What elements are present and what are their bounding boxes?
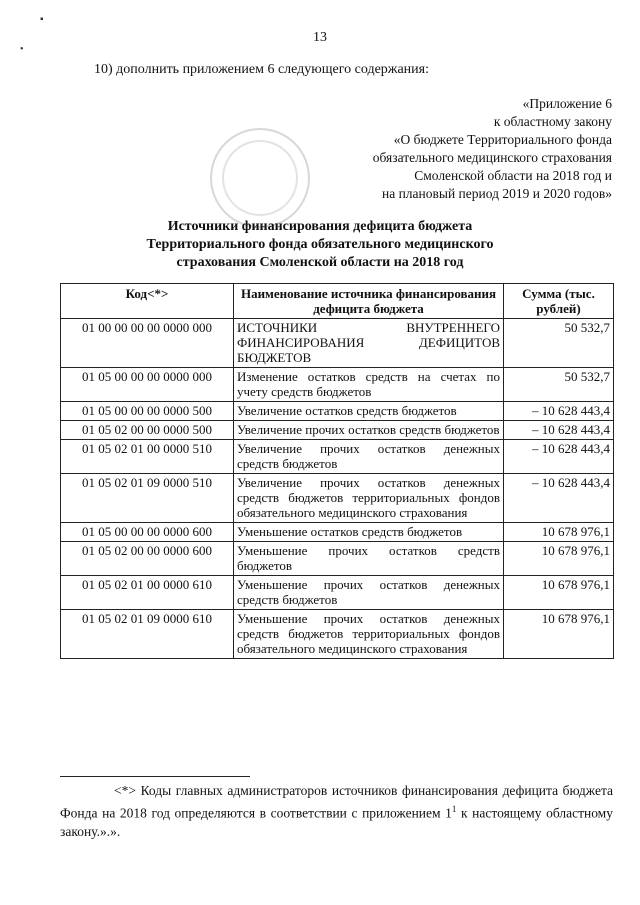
footnote-superscript: 1 <box>451 804 457 814</box>
title-line: Территориального фонда обязательного медицинского <box>146 237 494 252</box>
row-code: 01 05 02 00 00 0000 600 <box>61 542 234 576</box>
scan-mark: • <box>20 44 24 55</box>
row-sum: – 10 628 443,4 <box>504 402 614 421</box>
table-row <box>61 421 614 440</box>
row-code: 01 05 02 01 09 0000 510 <box>61 474 234 523</box>
footnote-text: <*> Коды главных администраторов источников финансирования дефицита бюджета Фонда на 2018 год определяются в соответствии с приложением 1 <box>60 783 613 821</box>
table-row <box>61 474 614 523</box>
appendix-line: «О бюджете Территориального фонда <box>393 132 612 147</box>
title-line: Источники финансирования дефицита бюджета <box>167 219 473 234</box>
row-name: ИСТОЧНИКИ ВНУТРЕННЕГО ФИНАНСИРОВАНИЯ ДЕФИЦИТОВ БЮДЖЕТОВ <box>234 319 504 368</box>
footnote-text-end: к настоящему областному закону.».». <box>60 805 613 839</box>
row-sum: 10 678 976,1 <box>504 576 614 610</box>
row-code: 01 05 02 01 00 0000 510 <box>61 440 234 474</box>
row-code: 01 05 00 00 00 0000 600 <box>61 523 234 542</box>
table-row <box>61 576 614 610</box>
table-row <box>61 319 614 368</box>
funding-sources-table <box>60 283 614 659</box>
row-sum: – 10 628 443,4 <box>504 421 614 440</box>
page-number: 13 <box>313 30 327 45</box>
row-sum: 50 532,7 <box>504 319 614 368</box>
document-title <box>80 218 560 272</box>
footnote-divider <box>60 776 250 777</box>
table-row <box>61 523 614 542</box>
appendix-line: «Приложение 6 <box>522 96 612 111</box>
title-line: страхования Смоленской области на 2018 год <box>176 255 464 270</box>
amendment-intro: 10) дополнить приложением 6 следующего содержания: <box>94 62 429 77</box>
row-sum: 10 678 976,1 <box>504 610 614 659</box>
row-sum: 10 678 976,1 <box>504 523 614 542</box>
row-code: 01 05 00 00 00 0000 000 <box>61 368 234 402</box>
appendix-line: обязательного медицинского страхования <box>372 150 612 165</box>
table-header-row <box>61 284 614 319</box>
row-name: Увеличение остатков средств бюджетов <box>234 402 504 421</box>
row-name: Увеличение прочих остатков денежных средств бюджетов <box>234 440 504 474</box>
table-row <box>61 542 614 576</box>
header-name: Наименование источника финансирования дефицита бюджета <box>234 284 504 319</box>
row-name: Уменьшение прочих остатков средств бюджетов <box>234 542 504 576</box>
row-sum: – 10 628 443,4 <box>504 440 614 474</box>
table-row <box>61 610 614 659</box>
row-code: 01 05 02 01 09 0000 610 <box>61 610 234 659</box>
appendix-header <box>282 95 612 203</box>
table-row <box>61 402 614 421</box>
row-sum: 50 532,7 <box>504 368 614 402</box>
row-sum: 10 678 976,1 <box>504 542 614 576</box>
row-code: 01 05 00 00 00 0000 500 <box>61 402 234 421</box>
appendix-line: на плановый период 2019 и 2020 годов» <box>381 186 612 201</box>
table-row <box>61 368 614 402</box>
header-code: Код<*> <box>61 284 234 319</box>
header-sum: Сумма (тыс. рублей) <box>504 284 614 319</box>
row-sum: – 10 628 443,4 <box>504 474 614 523</box>
row-code: 01 05 02 01 00 0000 610 <box>61 576 234 610</box>
scan-mark: ▪ <box>40 14 44 25</box>
row-name: Изменение остатков средств на счетах по учету средств бюджетов <box>234 368 504 402</box>
row-name: Уменьшение прочих остатков денежных средств бюджетов <box>234 576 504 610</box>
appendix-line: Смоленской области на 2018 год и <box>414 168 612 183</box>
row-name: Увеличение прочих остатков денежных средств бюджетов территориальных фондов обязательного медицинского страхования <box>234 474 504 523</box>
row-name: Уменьшение прочих остатков денежных средств бюджетов территориальных фондов обязательного медицинского страхования <box>234 610 504 659</box>
footnote <box>60 782 613 841</box>
row-name: Увеличение прочих остатков средств бюджетов <box>234 421 504 440</box>
row-code: 01 05 02 00 00 0000 500 <box>61 421 234 440</box>
appendix-line: к областному закону <box>493 114 612 129</box>
row-name: Уменьшение остатков средств бюджетов <box>234 523 504 542</box>
table-row <box>61 440 614 474</box>
row-code: 01 00 00 00 00 0000 000 <box>61 319 234 368</box>
